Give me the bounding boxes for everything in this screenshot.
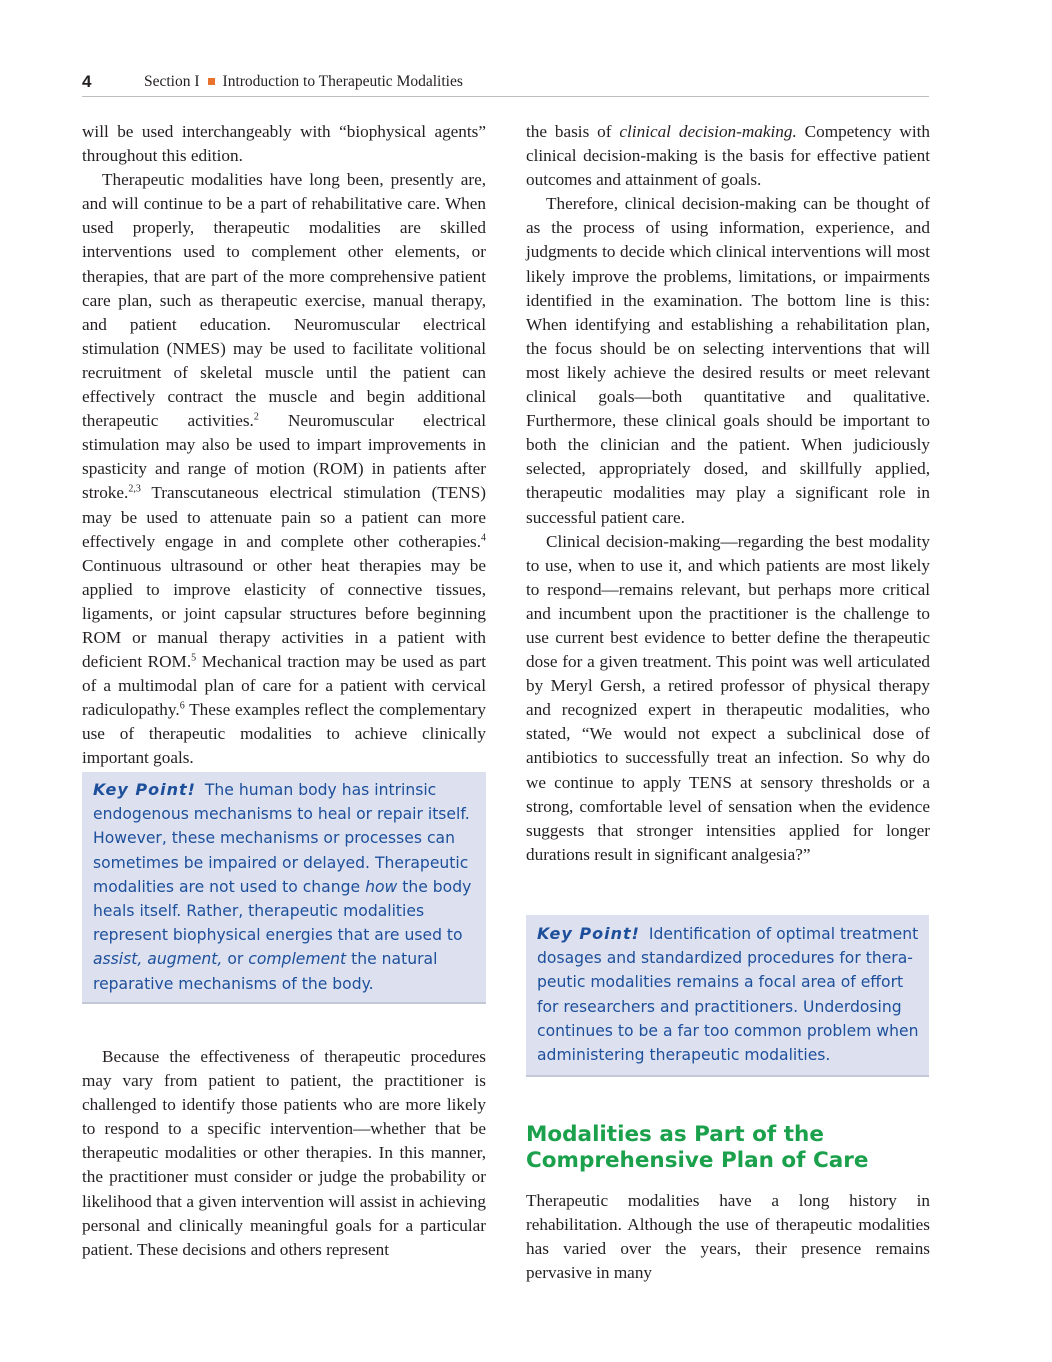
page-number: 4 bbox=[82, 72, 92, 91]
paragraph: will be used interchangeably with “biophysical agents” throughout this edition. bbox=[82, 122, 486, 166]
reference-mark: 6 bbox=[179, 700, 185, 712]
paragraph: the basis of clinical decision-making. Competency with clinical decision-making is the basis for effective patient outcomes and attainment of goals. bbox=[526, 122, 930, 190]
paragraph: Because the effectiveness of therapeutic procedures may vary from patient to patient, the practitioner is challenged to identify those patients who are more likely to respond to a specific intervention—whether that be therapeutic modalities or other therapies. In this manner, the practitioner must consider or judge the probability or likelihood that a given intervention will assist in achieving personal and clinically meaningful goals for a particular patient. These decisions and others represent bbox=[82, 1047, 486, 1259]
reference-mark: 5 bbox=[191, 652, 197, 664]
left-column-lower bbox=[82, 1045, 486, 1262]
section-label: Section I bbox=[144, 73, 200, 90]
paragraph: Therefore, clinical decision-making can be thought of as the process of using information, experience, and judgments to decide which clinical interventions will most likely improve the problems, limitations, or impairments identified in the examination. The bottom line is this: When identifying and establishing a rehabilitation plan, the focus should be on selecting interventions that will most likely achieve the desired results or meet relevant clinical goals—both quantitative and qualitative. Furthermore, these clinical goals should be important to both the clinician and the patient. When judiciously selected, appropriately dosed, and skillfully applied, therapeutic modalities may play a significant role in successful patient care. bbox=[526, 194, 930, 527]
section-heading: Modalities as Part of the Comprehensive Plan of Care bbox=[526, 1122, 869, 1173]
running-header bbox=[82, 68, 929, 97]
key-point-box: Key Point! Identification of optimal treatment dosages and standardized procedures for therapeutic modalities remains a focal area of effort for researchers and practitioners. Underdosing continues to be a far too common problem when administering therapeutic modalities. bbox=[526, 915, 929, 1077]
reference-mark: 2,3 bbox=[128, 483, 141, 495]
running-head-title bbox=[144, 73, 463, 91]
key-point-box: Key Point! The human body has intrinsic endogenous mechanisms to heal or repair itself. However, these mechanisms or processes can sometimes be impaired or delayed. Therapeutic modalities are not used to change how the body heals itself. Rather, therapeutic modalities represent biophysical energies that are used to assist, augment, or complement the natural reparative mechanisms of the body. bbox=[82, 772, 486, 1004]
paragraph: Therapeutic modalities have a long history in rehabilitation. Although the use of therapeutic modalities has varied over the years, their presence remains pervasive in many bbox=[526, 1191, 930, 1283]
left-column bbox=[82, 120, 486, 771]
right-column-lower bbox=[526, 1189, 930, 1285]
reference-mark: 2 bbox=[253, 411, 259, 423]
paragraph: Clinical decision-making—regarding the best modality to use, when to use it, and which patients are most likely to respond—remains relevant, but perhaps more critical and incumbent upon the practitioner is the challenge to use current best evidence to better define the therapeutic dose for a given treatment. This point was well articulated by Meryl Gersh, a retired professor of physical therapy and recognized expert in therapeutic modalities, who stated, “We would not expect a subclinical dose of antibiotics to successfully treat an infection. So why do we continue to apply TENS at sensory thresholds or a strong, comfortable level of sensation when the evidence suggests that stronger intensities applied for longer durations result in significant analgesia?” bbox=[526, 531, 930, 864]
key-point-label: Key Point! bbox=[93, 780, 196, 799]
right-column bbox=[526, 120, 930, 867]
paragraph: Therapeutic modalities have long been, presently are, and will continue to be a part of rehabilitative care. When used properly, therapeutic modalities are skilled interventions used to complement other elements, or therapies, that are part of the more comprehensive patient care plan, such as therapeutic exercise, manual therapy, and patient education. Neuromuscular electrical stimulation (NMES) may be used to facilitate volitional recruitment of skeletal muscle until the patient can effectively contract the muscle and begin additional therapeutic activities.$^2$ Neuromuscular electrical stimulation may also be used to impart improvements in spasticity and range of motion (ROM) in patients after stroke.$^{2,3}$ Transcutaneous electrical stimulation (TENS) may be used to attenuate pain so a patient can more effectively engage in and complete other cotherapies.$^4$ Continuous ultrasound or other heat therapies may be applied to improve elasticity of connective tissues, ligaments, or joint capsular structures before beginning ROM or manual therapy activities in a patient with deficient ROM.$^5$ Mechanical traction may be used as part of a multimodal plan of care for a patient with cervical radiculopathy.$^6$ These examples reflect the complementary use of therapeutic modalities to achieve clinically important goals. bbox=[82, 170, 487, 768]
chapter-title: Introduction to Therapeutic Modalities bbox=[222, 73, 463, 90]
reference-mark: 4 bbox=[481, 531, 486, 543]
key-point-label: Key Point! bbox=[537, 924, 640, 943]
square-bullet-icon bbox=[208, 78, 215, 85]
